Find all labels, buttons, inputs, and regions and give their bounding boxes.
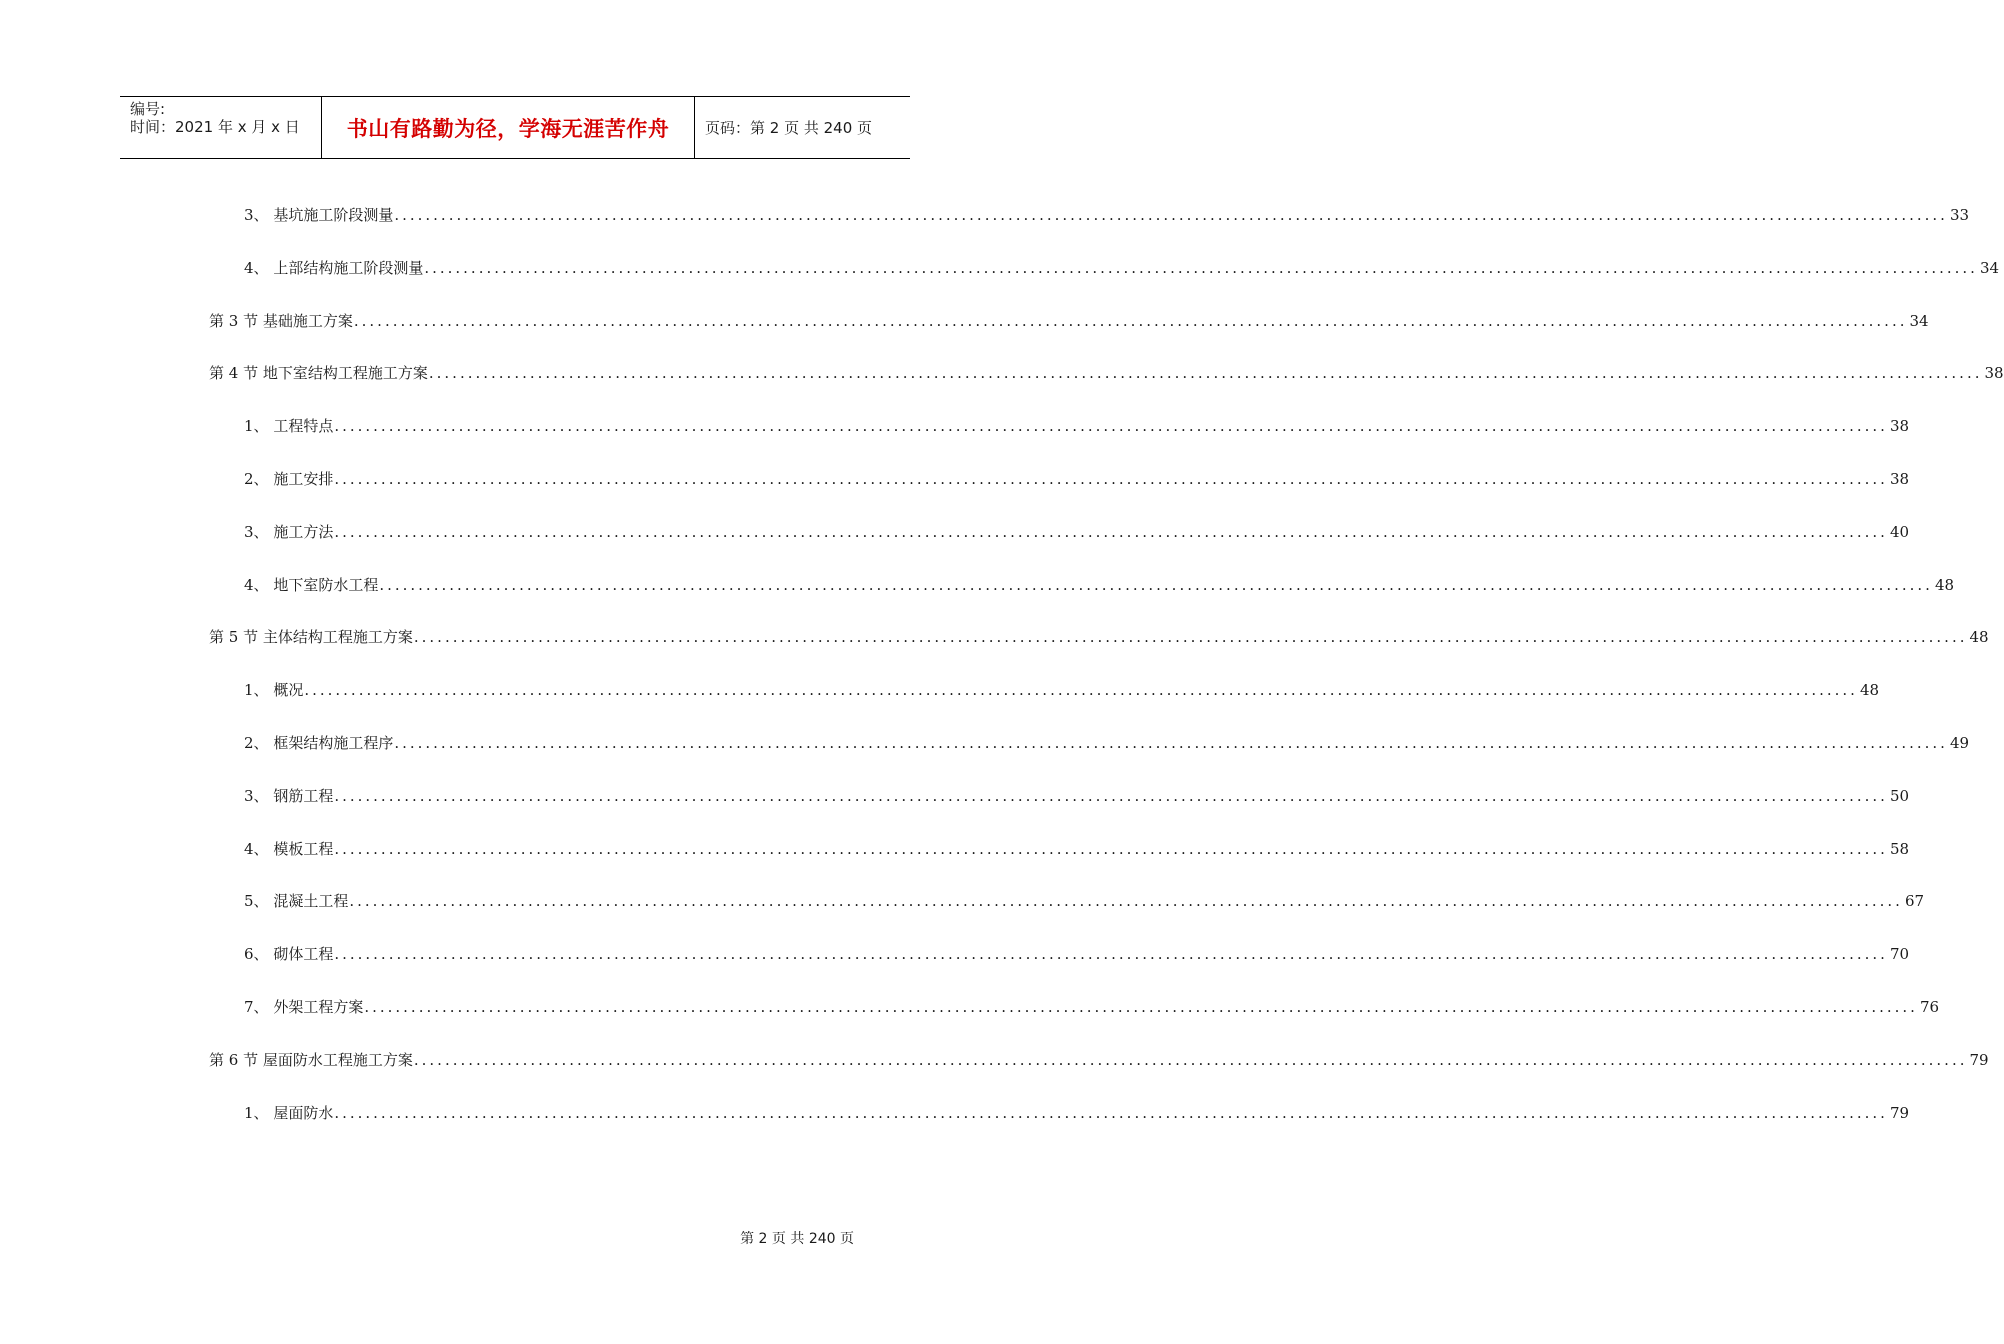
toc-entry-page: 58 — [1889, 840, 1910, 858]
toc-entry-title: 基坑施工阶段测量 — [273, 206, 394, 224]
toc-entry[interactable] — [209, 625, 1989, 649]
toc-entry-number: 4、 — [244, 259, 274, 277]
toc-entry-title: 主体结构工程施工方案 — [262, 628, 413, 646]
toc-entry-title: 混凝土工程 — [273, 892, 349, 910]
toc-leader-dots: ........................................................................................................................................................................................................ — [379, 576, 1933, 594]
toc-entry-number: 7、 — [244, 998, 274, 1016]
toc-entry[interactable] — [244, 995, 1940, 1019]
toc-entry-number: 3、 — [244, 523, 274, 541]
toc-entry-number: 2、 — [244, 470, 274, 488]
toc-leader-dots: ........................................................................................................................................................................................................ — [413, 628, 1968, 646]
toc-entry-title: 框架结构施工程序 — [273, 734, 394, 752]
toc-entry-page: 70 — [1889, 945, 1910, 963]
toc-entry-number: 第 5 节 — [209, 628, 263, 646]
toc-entry-number: 第 3 节 — [209, 312, 263, 330]
toc-entry-number: 3、 — [244, 787, 274, 805]
toc-entry-title: 施工方法 — [273, 523, 334, 541]
header-meta-cell — [120, 97, 322, 158]
toc-entry[interactable] — [244, 256, 2000, 280]
toc-entry-title: 屋面防水 — [273, 1104, 334, 1122]
toc-entry[interactable] — [244, 731, 1970, 755]
toc-entry-page: 48 — [1969, 628, 1989, 646]
toc-entry-page: 79 — [1969, 1051, 1989, 1069]
toc-leader-dots: ........................................................................................................................................................................................................ — [413, 1051, 1968, 1069]
toc-entry-page: 34 — [1979, 259, 2000, 277]
toc-entry[interactable] — [209, 1048, 1989, 1072]
toc-entry-title: 概况 — [273, 681, 304, 699]
toc-entry-number: 4、 — [244, 840, 274, 858]
toc-leader-dots: ........................................................................................................................................................................................................ — [334, 1104, 1888, 1122]
toc-leader-dots: ........................................................................................................................................................................................................ — [364, 998, 1918, 1016]
toc-leader-dots: ........................................................................................................................................................................................................ — [424, 259, 1978, 277]
toc-entry-title: 施工安排 — [273, 470, 334, 488]
toc-leader-dots: ........................................................................................................................................................................................................ — [334, 417, 1888, 435]
toc-entry[interactable] — [209, 309, 1929, 333]
toc-leader-dots: ........................................................................................................................................................................................................ — [353, 312, 1908, 330]
toc-entry[interactable] — [244, 520, 1910, 544]
toc-entry-page: 48 — [1859, 681, 1880, 699]
document-time-label: 时间：2021 年 x 月 x 日 — [130, 118, 300, 136]
toc-entry-title: 地下室结构工程施工方案 — [262, 364, 428, 382]
toc-entry-page: 38 — [1984, 364, 2004, 382]
toc-entry[interactable] — [244, 467, 1910, 491]
toc-entry-title: 砌体工程 — [273, 945, 334, 963]
toc-entry[interactable] — [244, 942, 1910, 966]
toc-entry-number: 1、 — [244, 417, 274, 435]
toc-entry-title: 屋面防水工程施工方案 — [262, 1051, 413, 1069]
header-motto-cell — [322, 97, 695, 158]
toc-entry[interactable] — [244, 414, 1910, 438]
toc-entry[interactable] — [244, 678, 1880, 702]
toc-entry[interactable] — [244, 1101, 1910, 1125]
toc-entry-page: 40 — [1889, 523, 1910, 541]
toc-entry-page: 67 — [1904, 892, 1925, 910]
toc-entry[interactable] — [244, 837, 1910, 861]
toc-entry[interactable] — [244, 889, 1925, 913]
toc-entry-number: 第 6 节 — [209, 1051, 263, 1069]
toc-entry-page: 38 — [1889, 417, 1910, 435]
toc-entry-number: 3、 — [244, 206, 274, 224]
toc-entry-page: 49 — [1949, 734, 1970, 752]
header-page-info: 页码：第 2 页 共 240 页 — [705, 119, 873, 137]
toc-entry-page: 76 — [1919, 998, 1940, 1016]
toc-entry-page: 34 — [1909, 312, 1929, 330]
toc-leader-dots: ........................................................................................................................................................................................................ — [394, 206, 1948, 224]
document-number-label: 编号: — [130, 100, 166, 118]
toc-entry-title: 上部结构施工阶段测量 — [273, 259, 424, 277]
toc-leader-dots: ........................................................................................................................................................................................................ — [334, 470, 1888, 488]
toc-entry[interactable] — [244, 203, 1970, 227]
toc-entry-title: 钢筋工程 — [273, 787, 334, 805]
page-footer: 第 2 页 共 240 页 — [740, 1231, 854, 1247]
toc-entry[interactable] — [209, 361, 2004, 385]
toc-leader-dots: ........................................................................................................................................................................................................ — [334, 523, 1888, 541]
toc-entry-number: 2、 — [244, 734, 274, 752]
toc-entry-title: 模板工程 — [273, 840, 334, 858]
toc-entry-page: 79 — [1889, 1104, 1910, 1122]
toc-entry-title: 地下室防水工程 — [273, 576, 379, 594]
toc-leader-dots: ........................................................................................................................................................................................................ — [349, 892, 1903, 910]
toc-entry-title: 基础施工方案 — [262, 312, 353, 330]
toc-entry-page: 48 — [1934, 576, 1955, 594]
toc-entry-number: 6、 — [244, 945, 274, 963]
toc-entry[interactable] — [244, 784, 1910, 808]
toc-entry-number: 1、 — [244, 681, 274, 699]
toc-leader-dots: ........................................................................................................................................................................................................ — [304, 681, 1858, 699]
header-motto: 书山有路勤为径，学海无涯苦作舟 — [346, 116, 670, 141]
toc-entry[interactable] — [244, 573, 1955, 597]
toc-entry-title: 工程特点 — [273, 417, 334, 435]
toc-entry-page: 50 — [1889, 787, 1910, 805]
toc-entry-title: 外架工程方案 — [273, 998, 364, 1016]
toc-entry-number: 4、 — [244, 576, 274, 594]
toc-leader-dots: ........................................................................................................................................................................................................ — [334, 945, 1888, 963]
toc-entry-number: 5、 — [244, 892, 274, 910]
toc-entry-page: 33 — [1949, 206, 1970, 224]
toc-leader-dots: ........................................................................................................................................................................................................ — [334, 840, 1888, 858]
toc-entry-page: 38 — [1889, 470, 1910, 488]
toc-leader-dots: ........................................................................................................................................................................................................ — [394, 734, 1948, 752]
toc-leader-dots: ........................................................................................................................................................................................................ — [334, 787, 1888, 805]
toc-entry-number: 1、 — [244, 1104, 274, 1122]
page-header — [120, 96, 910, 159]
toc-leader-dots: ........................................................................................................................................................................................................ — [428, 364, 1983, 382]
header-page-cell — [695, 97, 910, 158]
toc-entry-number: 第 4 节 — [209, 364, 263, 382]
